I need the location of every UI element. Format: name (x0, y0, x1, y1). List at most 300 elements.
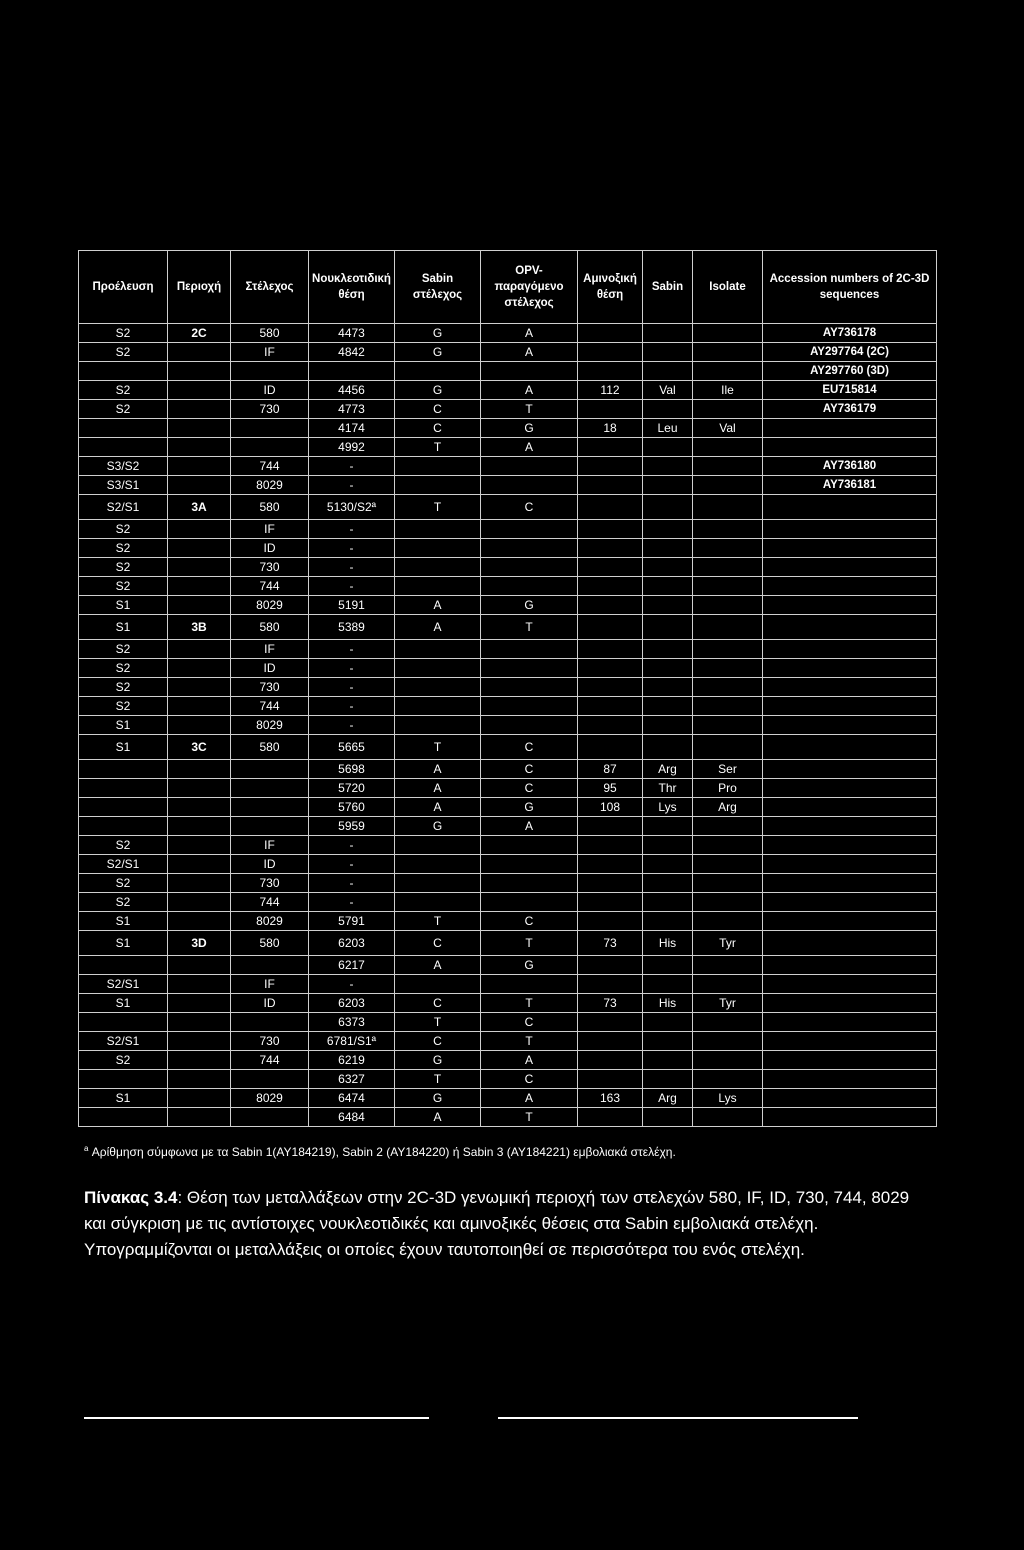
table-row (79, 1070, 937, 1089)
table-cell: - (309, 558, 395, 577)
table-cell (693, 539, 763, 558)
table-cell (643, 1108, 693, 1127)
table-cell: G (395, 343, 481, 362)
table-cell (578, 438, 643, 457)
table-cell: C (395, 1032, 481, 1051)
table-cell: C (395, 419, 481, 438)
table-cell (481, 836, 578, 855)
table-cell: ID (231, 855, 309, 874)
table-cell: AY736179 (763, 400, 937, 419)
table-cell (168, 362, 231, 381)
table-cell (763, 760, 937, 779)
table-cell: T (395, 495, 481, 520)
table-cell: A (481, 1089, 578, 1108)
mutations-table (78, 250, 937, 1127)
table-cell (395, 520, 481, 539)
table-cell (643, 836, 693, 855)
table-cell: IF (231, 640, 309, 659)
table-cell: S2 (79, 343, 168, 362)
table-cell: G (481, 419, 578, 438)
table-row (79, 1089, 937, 1108)
table-cell (79, 798, 168, 817)
table-cell (693, 438, 763, 457)
table-row (79, 520, 937, 539)
table-cell: Arg (643, 760, 693, 779)
table-cell (231, 817, 309, 836)
table-cell: T (395, 438, 481, 457)
table-cell: - (309, 836, 395, 855)
table-cell: A (395, 779, 481, 798)
table-cell: 6203 (309, 994, 395, 1013)
table-cell: S2 (79, 324, 168, 343)
table-cell: 8029 (231, 596, 309, 615)
table-cell: A (481, 381, 578, 400)
table-row (79, 975, 937, 994)
table-cell: T (481, 1032, 578, 1051)
table-cell (693, 615, 763, 640)
table-cell: - (309, 539, 395, 558)
table-cell: AY736181 (763, 476, 937, 495)
table-cell (79, 760, 168, 779)
table-cell: 6373 (309, 1013, 395, 1032)
table-cell: - (309, 716, 395, 735)
table-cell (693, 678, 763, 697)
table-row (79, 893, 937, 912)
table-cell (693, 577, 763, 596)
table-cell (578, 874, 643, 893)
table-cell (643, 1070, 693, 1089)
table-row (79, 817, 937, 836)
table-cell: S1 (79, 994, 168, 1013)
table-cell (693, 836, 763, 855)
table-cell: IF (231, 343, 309, 362)
table-cell (578, 678, 643, 697)
table-cell (763, 678, 937, 697)
table-cell (763, 1051, 937, 1070)
header-cell: Αμινοξική θέση (578, 251, 643, 324)
table-cell: - (309, 457, 395, 476)
table-cell: A (395, 798, 481, 817)
header-cell: Στέλεχος (231, 251, 309, 324)
table-cell (578, 956, 643, 975)
table-cell (395, 975, 481, 994)
table-cell (693, 495, 763, 520)
table-cell (395, 678, 481, 697)
table-cell: ID (231, 381, 309, 400)
table-cell (643, 735, 693, 760)
table-cell: 5720 (309, 779, 395, 798)
table-cell (481, 476, 578, 495)
table-cell: S2/S1 (79, 855, 168, 874)
table-cell (231, 956, 309, 975)
table-cell (643, 874, 693, 893)
table-cell: Arg (693, 798, 763, 817)
table-cell: 5959 (309, 817, 395, 836)
table-cell: 4773 (309, 400, 395, 419)
table-cell: S1 (79, 1089, 168, 1108)
table-cell (763, 520, 937, 539)
table-cell: Ser (693, 760, 763, 779)
table-cell: C (481, 495, 578, 520)
table-row (79, 324, 937, 343)
table-cell (643, 577, 693, 596)
table-cell (168, 558, 231, 577)
table-cell (395, 836, 481, 855)
table-cell (643, 975, 693, 994)
table-cell: S2 (79, 836, 168, 855)
table-row (79, 956, 937, 975)
table-cell (395, 362, 481, 381)
header-cell: Sabin στέλεχος (395, 251, 481, 324)
table-cell (481, 855, 578, 874)
table-cell (168, 457, 231, 476)
table-cell: 5791 (309, 912, 395, 931)
table-cell (79, 1108, 168, 1127)
table-cell: S1 (79, 912, 168, 931)
table-cell (168, 1108, 231, 1127)
table-cell: AY297760 (3D) (763, 362, 937, 381)
table-cell (578, 577, 643, 596)
caption-text: : Θέση των μεταλλάξεων στην 2C-3D γενωμική περιοχή των στελεχών 580, IF, ID, 730, 744, 8029 και σύγκριση με τις αντίστοιχες νουκλεοτιδικές και αμινοξικές θέσεις στα Sabin εμβολιακά στελέχη. Υπογραμμίζονται οι μεταλλάξεις οι οποίες έχουν ταυτοποιηθεί σε περισσότερα του ενός στελέχη. (84, 1188, 910, 1259)
table-cell (578, 697, 643, 716)
table-cell: 4174 (309, 419, 395, 438)
table-row (79, 362, 937, 381)
table-cell: S2 (79, 577, 168, 596)
table-cell (693, 697, 763, 716)
table-cell (481, 520, 578, 539)
table-cell (79, 1013, 168, 1032)
table-cell (643, 912, 693, 931)
table-row (79, 438, 937, 457)
table-cell (643, 362, 693, 381)
table-cell: Ile (693, 381, 763, 400)
table-cell: ID (231, 659, 309, 678)
table-cell: 8029 (231, 912, 309, 931)
table-cell (763, 596, 937, 615)
table-cell (395, 697, 481, 716)
table-cell (395, 539, 481, 558)
table-cell (168, 760, 231, 779)
table-cell: 580 (231, 495, 309, 520)
table-cell: 87 (578, 760, 643, 779)
table-cell (578, 400, 643, 419)
table-cell (643, 817, 693, 836)
table-cell (168, 476, 231, 495)
table-cell (168, 836, 231, 855)
table-cell (643, 1013, 693, 1032)
table-cell: 580 (231, 931, 309, 956)
table-cell: 3A (168, 495, 231, 520)
table-cell (168, 779, 231, 798)
table-cell: ID (231, 994, 309, 1013)
table-row (79, 931, 937, 956)
table-cell: S1 (79, 716, 168, 735)
table-cell: G (481, 956, 578, 975)
table-cell: C (395, 400, 481, 419)
table-cell: 95 (578, 779, 643, 798)
table-cell (231, 419, 309, 438)
table-cell: T (395, 1070, 481, 1089)
table-cell (79, 419, 168, 438)
table-cell (763, 1108, 937, 1127)
table-cell: A (395, 1108, 481, 1127)
table-row (79, 716, 937, 735)
table-cell (578, 495, 643, 520)
table-cell (693, 324, 763, 343)
table-cell (578, 1108, 643, 1127)
table-cell (79, 956, 168, 975)
footnote-mark: a (84, 1144, 89, 1153)
table-cell (168, 400, 231, 419)
table-cell (578, 640, 643, 659)
table-cell (578, 539, 643, 558)
table-cell (763, 735, 937, 760)
table-cell: Tyr (693, 931, 763, 956)
table-cell: - (309, 577, 395, 596)
table-row (79, 577, 937, 596)
table-cell: 2C (168, 324, 231, 343)
table-cell (643, 558, 693, 577)
header-cell: Προέλευση (79, 251, 168, 324)
header-cell: Νουκλεοτιδική θέση (309, 251, 395, 324)
table-cell: S2/S1 (79, 495, 168, 520)
table-cell: T (395, 912, 481, 931)
table-cell (578, 476, 643, 495)
table-cell (763, 855, 937, 874)
table-cell (168, 596, 231, 615)
table-cell: IF (231, 975, 309, 994)
table-row (79, 615, 937, 640)
table-cell (231, 779, 309, 798)
table-cell: 6217 (309, 956, 395, 975)
table-cell: T (481, 400, 578, 419)
table-cell (578, 1032, 643, 1051)
table-cell (643, 678, 693, 697)
table-cell (481, 893, 578, 912)
table-cell (693, 343, 763, 362)
table-cell (168, 520, 231, 539)
table-cell (578, 615, 643, 640)
table-cell (481, 975, 578, 994)
table-cell: 4456 (309, 381, 395, 400)
table-row (79, 798, 937, 817)
table-cell: 3D (168, 931, 231, 956)
table-cell (168, 539, 231, 558)
table-cell (643, 855, 693, 874)
table-cell: Val (693, 419, 763, 438)
table-cell: G (395, 817, 481, 836)
table-cell (578, 596, 643, 615)
table-cell: G (395, 1051, 481, 1070)
table-cell: - (309, 640, 395, 659)
table-cell (578, 975, 643, 994)
table-cell: Pro (693, 779, 763, 798)
table-cell: 4473 (309, 324, 395, 343)
table-row (79, 1108, 937, 1127)
table-cell: 5698 (309, 760, 395, 779)
table-cell (763, 874, 937, 893)
table-cell: - (309, 855, 395, 874)
table-cell: A (395, 760, 481, 779)
table-cell (231, 1070, 309, 1089)
table-cell: S2 (79, 1051, 168, 1070)
table-header-row (79, 251, 937, 324)
table-cell (231, 1108, 309, 1127)
table-cell: 3B (168, 615, 231, 640)
table-cell (693, 975, 763, 994)
table-cell (763, 615, 937, 640)
table-cell: Arg (643, 1089, 693, 1108)
table-cell (763, 697, 937, 716)
table-cell (168, 956, 231, 975)
table-cell (168, 1070, 231, 1089)
table-cell: 730 (231, 874, 309, 893)
table-cell: 5389 (309, 615, 395, 640)
table-cell: 112 (578, 381, 643, 400)
table-cell (693, 735, 763, 760)
table-cell: S1 (79, 615, 168, 640)
table-cell (643, 400, 693, 419)
table-cell (763, 912, 937, 931)
table-cell (578, 457, 643, 476)
table-cell: - (309, 476, 395, 495)
table-cell (481, 640, 578, 659)
table-cell (395, 874, 481, 893)
table-cell: 730 (231, 1032, 309, 1051)
table-cell: S2 (79, 678, 168, 697)
table-cell (643, 659, 693, 678)
table-cell (643, 956, 693, 975)
table-cell: 6474 (309, 1089, 395, 1108)
table-cell (578, 836, 643, 855)
table-cell (231, 760, 309, 779)
table-cell (395, 577, 481, 596)
table-cell (643, 520, 693, 539)
table-cell (693, 893, 763, 912)
table-cell (168, 1032, 231, 1051)
table-cell (693, 400, 763, 419)
table-cell: 73 (578, 931, 643, 956)
table-row (79, 697, 937, 716)
table-cell (395, 855, 481, 874)
table-cell: G (395, 381, 481, 400)
divider-left (84, 1417, 429, 1419)
header-cell: OPV-παραγόμενο στέλεχος (481, 251, 578, 324)
table-cell (693, 874, 763, 893)
table-cell (643, 716, 693, 735)
table-cell: S3/S1 (79, 476, 168, 495)
table-cell: C (481, 735, 578, 760)
table-cell (168, 381, 231, 400)
table-cell: S2 (79, 400, 168, 419)
table-cell: 6781/S1ª (309, 1032, 395, 1051)
table-cell: 580 (231, 735, 309, 760)
table-row (79, 994, 937, 1013)
table-cell: 108 (578, 798, 643, 817)
table-row (79, 659, 937, 678)
table-cell: Leu (643, 419, 693, 438)
table-cell: A (481, 817, 578, 836)
table-row (79, 874, 937, 893)
table-cell: AY736178 (763, 324, 937, 343)
table-cell: Lys (693, 1089, 763, 1108)
table-cell: 6203 (309, 931, 395, 956)
table-cell: 8029 (231, 1089, 309, 1108)
table-cell (693, 558, 763, 577)
table-cell (79, 779, 168, 798)
table-cell (481, 716, 578, 735)
table-cell: C (395, 931, 481, 956)
table-cell (395, 640, 481, 659)
table-cell: 730 (231, 558, 309, 577)
table-cell: C (481, 779, 578, 798)
table-cell: Lys (643, 798, 693, 817)
table-cell (643, 596, 693, 615)
table-cell (693, 855, 763, 874)
table-cell: - (309, 975, 395, 994)
table-cell (693, 817, 763, 836)
table-cell: 744 (231, 577, 309, 596)
table-cell (79, 362, 168, 381)
table-cell (168, 855, 231, 874)
table-cell (309, 362, 395, 381)
table-cell (168, 798, 231, 817)
table-cell (578, 855, 643, 874)
table-cell (763, 1089, 937, 1108)
table-cell: S3/S2 (79, 457, 168, 476)
table-cell: 580 (231, 324, 309, 343)
table-cell: T (481, 1108, 578, 1127)
table-cell (168, 912, 231, 931)
table-cell: 6219 (309, 1051, 395, 1070)
table-cell: S2 (79, 640, 168, 659)
table-cell (693, 1013, 763, 1032)
table-cell (763, 438, 937, 457)
table-cell: Val (643, 381, 693, 400)
table-cell: A (395, 615, 481, 640)
table-cell: S2/S1 (79, 975, 168, 994)
caption-label: Πίνακας 3.4 (84, 1188, 178, 1207)
table-row (79, 735, 937, 760)
table-row (79, 381, 937, 400)
table-cell (395, 457, 481, 476)
header-cell: Isolate (693, 251, 763, 324)
table-cell (763, 798, 937, 817)
table-cell: A (395, 956, 481, 975)
table-cell: S1 (79, 735, 168, 760)
table-cell: 6484 (309, 1108, 395, 1127)
table-cell (578, 735, 643, 760)
table-row (79, 596, 937, 615)
table-body (79, 324, 937, 1127)
table-cell: 744 (231, 893, 309, 912)
table-cell (763, 1032, 937, 1051)
table-cell (395, 893, 481, 912)
table-cell: G (481, 798, 578, 817)
table-cell (763, 1070, 937, 1089)
table-cell: 8029 (231, 476, 309, 495)
table-cell (578, 324, 643, 343)
table-cell (643, 343, 693, 362)
table-cell: A (395, 596, 481, 615)
table-cell (693, 476, 763, 495)
table-cell: S2 (79, 874, 168, 893)
header-cell: Accession numbers of 2C-3D sequences (763, 251, 937, 324)
table-cell (693, 716, 763, 735)
table-cell (693, 596, 763, 615)
table-cell (481, 874, 578, 893)
table-cell (578, 893, 643, 912)
